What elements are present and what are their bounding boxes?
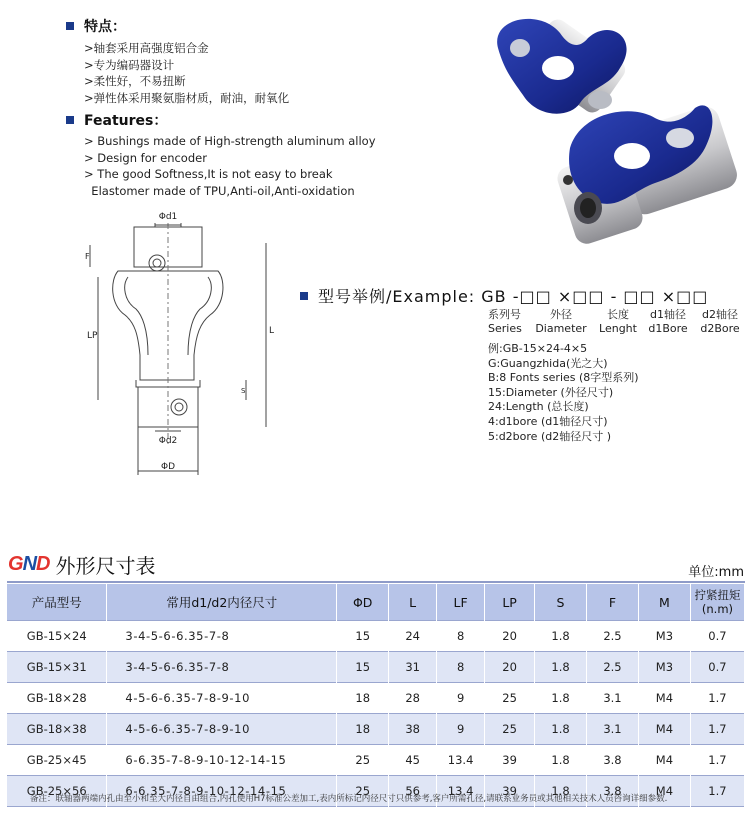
header-cell: ΦD [337, 584, 389, 621]
example-line: 4:d1bore (d1轴径尺寸) [488, 414, 608, 428]
table-cell: 24 [389, 621, 437, 652]
table-cell: 1.8 [535, 621, 587, 652]
table-cell: 1.7 [690, 683, 744, 714]
gnd-logo-letter: G [8, 553, 23, 575]
example-line: 24:Length (总长度) [488, 400, 589, 414]
features-en-item: Elastomer made of TPU,Anti-oil,Anti-oxidation [84, 183, 355, 198]
example-col: d2轴径 d2Bore [700, 308, 740, 335]
table-cell: 45 [389, 745, 437, 776]
label-L: L [269, 326, 275, 336]
table-cell: 3.1 [587, 714, 639, 745]
label-LP: LP [87, 331, 98, 341]
table-row [7, 714, 745, 745]
header-cell: L [389, 584, 437, 621]
table-cell: 9 [437, 714, 485, 745]
example-col: 长度 Lenght [599, 308, 637, 335]
table-cell: 13.4 [437, 745, 485, 776]
table-cell: 28 [389, 683, 437, 714]
label-phi-d1: Φd1 [158, 212, 178, 222]
example-line: B:8 Fonts series (8字型系列) [488, 371, 639, 385]
header-cell: LP [485, 584, 535, 621]
bullet-square-icon [66, 22, 74, 30]
table-cell: 1.8 [535, 652, 587, 683]
features-cn-item: >轴套采用高强度铝合金 [84, 41, 209, 55]
table-cell: 39 [485, 745, 535, 776]
table-cell: 3-4-5-6-6.35-7-8 [107, 621, 337, 652]
table-cell: 25 [485, 714, 535, 745]
table-cell: 2.5 [587, 652, 639, 683]
features-en-item: > The good Softness,It is not easy to break [84, 167, 333, 181]
table-cell: M3 [638, 652, 690, 683]
table-cell: 25 [337, 745, 389, 776]
header-cell: S [535, 584, 587, 621]
table-cell: 20 [485, 652, 535, 683]
table-header-row [7, 584, 745, 621]
table-cell: 3.8 [587, 745, 639, 776]
table-cell: 15 [337, 621, 389, 652]
table-cell: GB-15×24 [7, 621, 107, 652]
drawing-screw-bottom [171, 399, 187, 415]
technical-drawing [80, 205, 280, 480]
table-cell: 0.7 [690, 652, 744, 683]
table-row [7, 652, 745, 683]
table-cell: 15 [337, 652, 389, 683]
coupling-large-image [554, 103, 740, 247]
table-cell: 9 [437, 683, 485, 714]
features-cn-item: >弹性体采用聚氨脂材质，耐油，耐氧化 [84, 90, 290, 105]
table-cell: M4 [638, 683, 690, 714]
example-col: 外径 Diameter [535, 308, 587, 335]
table-cell: M4 [638, 776, 690, 807]
header-cell: 产品型号 [7, 584, 107, 621]
table-title: 外形尺寸表 [55, 554, 156, 578]
table-cell: M4 [638, 745, 690, 776]
table-cell: M4 [638, 714, 690, 745]
table-cell: 3.1 [587, 683, 639, 714]
table-cell: 20 [485, 621, 535, 652]
product-photo [470, 8, 745, 248]
table-cell: 56 [389, 776, 437, 807]
table-title-bar [8, 550, 155, 579]
example-columns [488, 308, 748, 336]
unit-label: 单位:mm [688, 565, 744, 580]
label-F: F [85, 252, 90, 261]
header-cell: LF [437, 584, 485, 621]
bullet-square-icon [66, 116, 74, 124]
table-cell: 1.8 [535, 714, 587, 745]
header-cell: F [587, 584, 639, 621]
table-cell: 6-6.35-7-8-9-10-12-14-15 [107, 776, 337, 807]
table-row [7, 745, 745, 776]
table-cell: GB-15×31 [7, 652, 107, 683]
features-en-title: Features： [84, 113, 168, 129]
features-en-item: > Bushings made of High-strength aluminum alloy [84, 134, 376, 148]
table-note: 备注：联轴器两端内孔由至小和至大内径自由组合,内孔使用H7标准公差加工,表内所标记内径尺寸只供参考,客户所需孔径,请联系业务员或其他相关技术人员咨询详细参数. [30, 794, 668, 804]
example-col: 系列号 Series [488, 308, 522, 335]
table-cell: 1.8 [535, 683, 587, 714]
features-cn-title: 特点： [84, 19, 126, 35]
table-cell: 3.8 [587, 776, 639, 807]
example-lines [488, 342, 639, 444]
header-cell: 常用d1/d2内径尺寸 [107, 584, 337, 621]
table-cell: 3-4-5-6-6.35-7-8 [107, 652, 337, 683]
label-phi-D: ΦD [160, 462, 176, 472]
table-cell: 25 [485, 683, 535, 714]
table-cell: 6-6.35-7-8-9-10-12-14-15 [107, 745, 337, 776]
table-cell: GB-18×28 [7, 683, 107, 714]
table-cell: 4-5-6-6.35-7-8-9-10 [107, 683, 337, 714]
dimension-table [7, 584, 745, 807]
example-line: 5:d2bore (d2轴径尺寸 ) [488, 429, 612, 443]
label-S: S [241, 387, 246, 395]
gnd-logo-letter: N [22, 553, 37, 575]
table-cell: 1.7 [690, 745, 744, 776]
example-line: G:Guangzhida(光之大) [488, 356, 608, 370]
features-en-item: > Design for encoder [84, 150, 207, 165]
table-cell: 13.4 [437, 776, 485, 807]
gnd-logo [8, 553, 49, 576]
table-cell: M3 [638, 621, 690, 652]
table-cell: 1.8 [535, 776, 587, 807]
bullet-square-icon [300, 292, 308, 300]
gnd-logo-letter: D [36, 553, 50, 575]
features-en-section [66, 110, 426, 199]
table-cell: GB-18×38 [7, 714, 107, 745]
table-cell: 4-5-6-6.35-7-8-9-10 [107, 714, 337, 745]
example-col: d1轴径 d1Bore [648, 308, 688, 335]
header-cell: M [638, 584, 690, 621]
table-cell: 1.7 [690, 776, 744, 807]
table-cell: 8 [437, 621, 485, 652]
label-phi-d2: Φd2 [158, 436, 178, 446]
table-cell: GB-25×45 [7, 745, 107, 776]
table-cell: GB-25×56 [7, 776, 107, 807]
example-title: 型号举例/Example: GB -□□ ×□□ - □□ ×□□ [318, 287, 709, 306]
table-cell: 31 [389, 652, 437, 683]
features-cn-item: >柔性好，不易扭断 [84, 74, 186, 88]
table-cell: 8 [437, 652, 485, 683]
features-cn-section [66, 16, 366, 106]
table-cell: 18 [337, 683, 389, 714]
table-cell: 38 [389, 714, 437, 745]
table-cell: 0.7 [690, 621, 744, 652]
header-cell: 拧紧扭矩 (n.m) [690, 584, 744, 621]
table-cell: 25 [337, 776, 389, 807]
table-row [7, 621, 745, 652]
table-cell: 39 [485, 776, 535, 807]
table-cell: 18 [337, 714, 389, 745]
table-row [7, 683, 745, 714]
table-cell: 2.5 [587, 621, 639, 652]
example-section [300, 284, 745, 307]
drawing-screw-top [149, 255, 165, 271]
table-cell: 1.8 [535, 745, 587, 776]
example-line: 例:GB-15×24-4×5 [488, 342, 588, 355]
coupling-small-image [497, 16, 629, 117]
features-cn-item: >专为编码器设计 [84, 57, 175, 72]
table-top-rule [7, 581, 745, 583]
table-cell: 1.7 [690, 714, 744, 745]
example-line: 15:Diameter (外径尺寸) [488, 385, 614, 399]
